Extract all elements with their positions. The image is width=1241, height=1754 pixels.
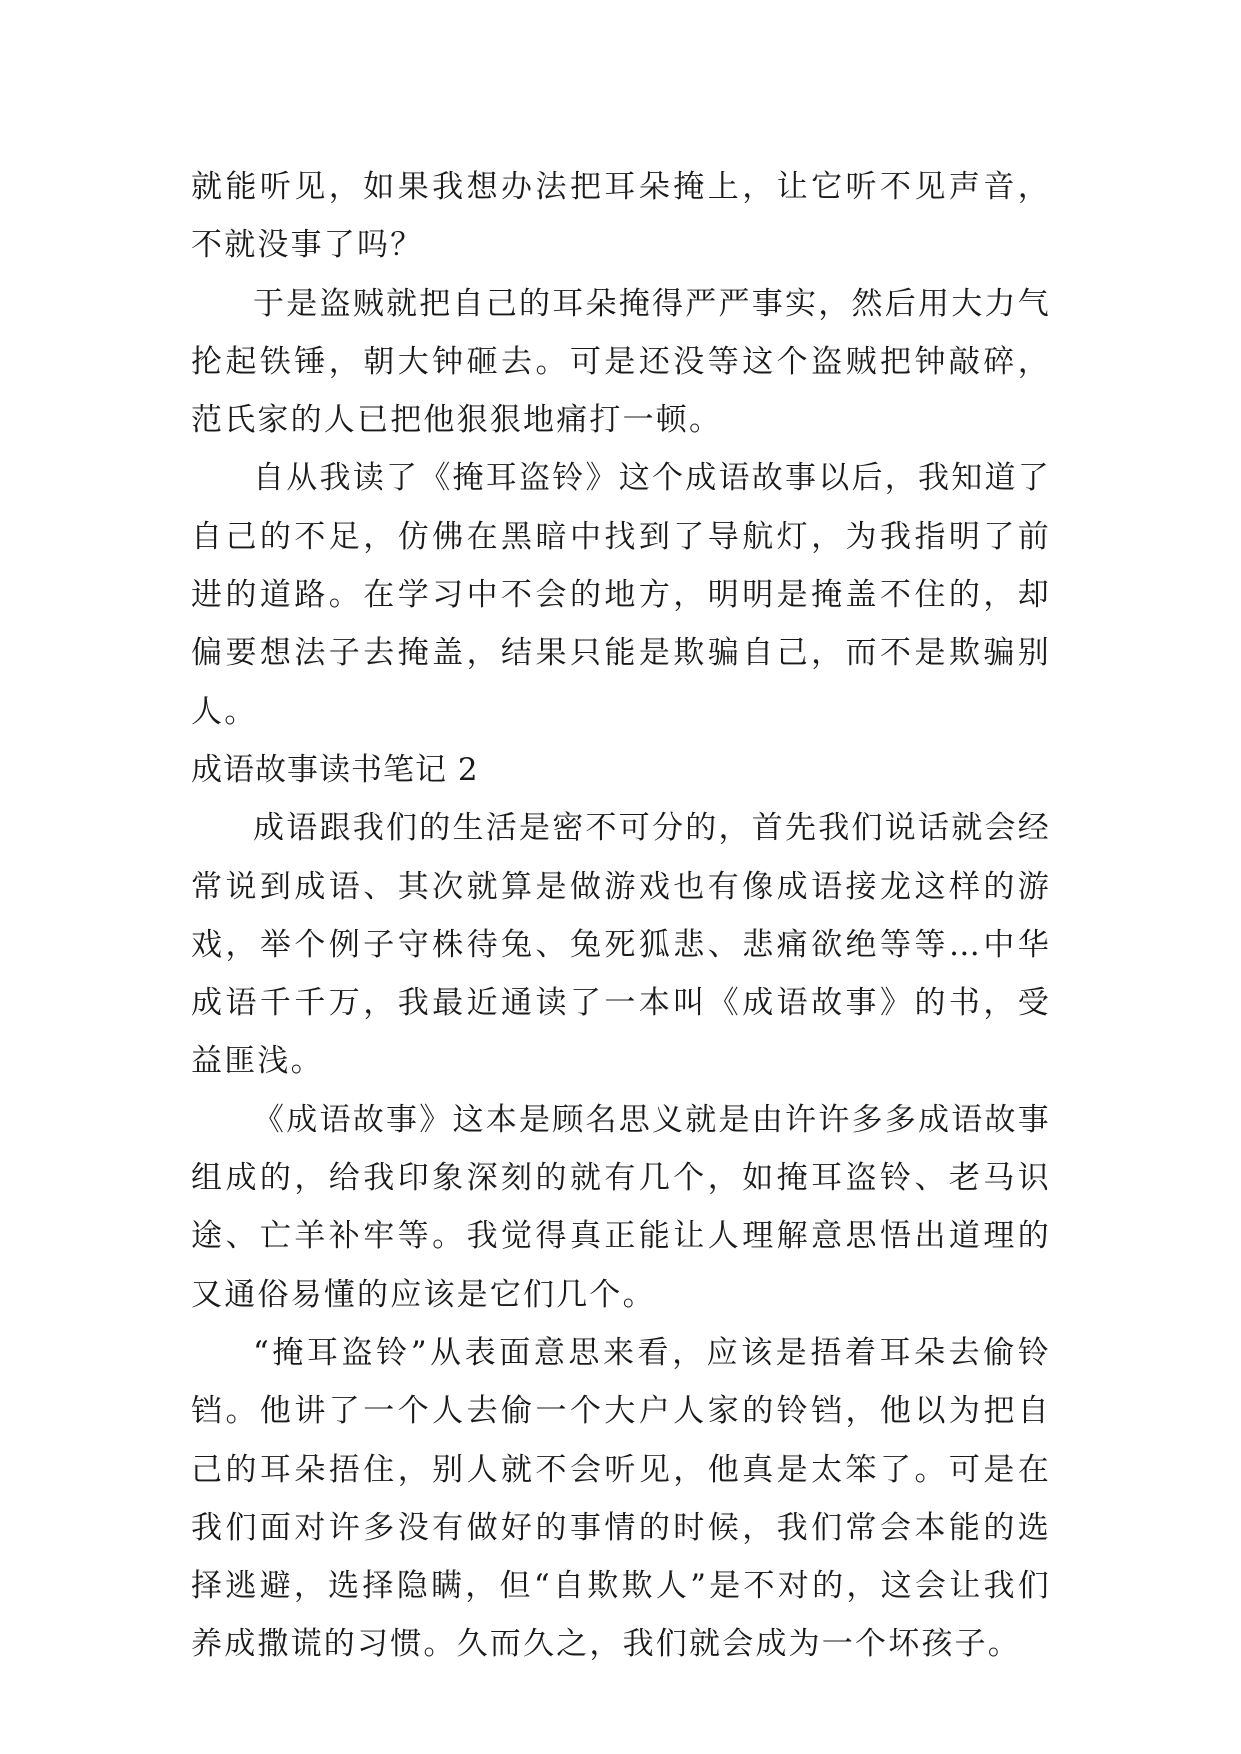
paragraph: 成语跟我们的生活是密不可分的，首先我们说话就会经常说到成语、其次就算是做游戏也有像成语接龙这样的游戏，举个例子守株待兔、兔死狐悲、悲痛欲绝等等…中华成语千千万，我最近通读了一本叫《成语故事》的书，受益匪浅。: [191, 810, 1051, 1080]
section-heading: 成语故事读书笔记 2: [191, 751, 479, 788]
paragraph: “掩耳盗铃”从表面意思来看，应该是捂着耳朵去偷铃铛。他讲了一个人去偷一个大户人家的铃铛，他以为把自己的耳朵捂住，别人就不会听见，他真是太笨了。可是在我们面对许多没有做好的事情的时候，我们常会本能的选择逃避，选择隐瞒，但“自欺欺人”是不对的，这会让我们养成撒谎的习惯。久而久之，我们就会成为一个坏孩子。: [191, 1334, 1051, 1663]
paragraph: 自从我读了《掩耳盗铃》这个成语故事以后，我知道了自己的不足，仿佛在黑暗中找到了导航灯，为我指明了前进的道路。在学习中不会的地方，明明是掩盖不住的，却偏要想法子去掩盖，结果只能是欺骗自己，而不是欺骗别人。: [191, 460, 1051, 730]
paragraph-continuation: 就能听见，如果我想办法把耳朵掩上，让它听不见声音，不就没事了吗？: [191, 169, 1051, 264]
document-body: [191, 158, 1051, 1674]
paragraph: 《成语故事》这本是顾名思义就是由许许多多成语故事组成的，给我印象深刻的就有几个，如掩耳盗铃、老马识途、亡羊补牢等。我觉得真正能让人理解意思悟出道理的又通俗易懂的应该是它们几个。: [191, 1101, 1051, 1313]
paragraph: 于是盗贼就把自己的耳朵掩得严严事实，然后用大力气抡起铁锤，朝大钟砸去。可是还没等这个盗贼把钟敲碎，范氏家的人已把他狠狠地痛打一顿。: [191, 285, 1051, 439]
